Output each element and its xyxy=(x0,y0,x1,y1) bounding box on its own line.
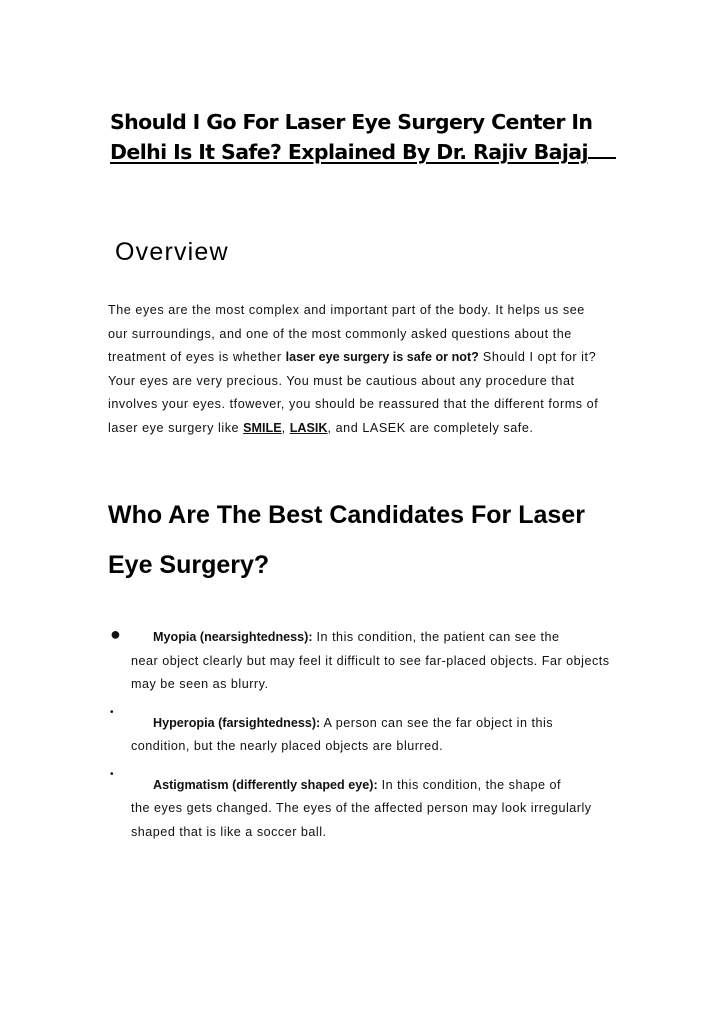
overview-heading: Overview xyxy=(115,238,229,266)
bullet-icon: • xyxy=(110,706,115,718)
list-item-term: Hyperopia (farsightedness): xyxy=(153,715,321,730)
overview-text-2: Should I opt for it? Your eyes are very precious. You must be cautious about any procedure that involves your eyes. tfowever, you should be reassured that the different forms of laser eye surgery like xyxy=(108,350,599,435)
list-item-text: In this condition, the shape of xyxy=(377,777,561,792)
lasik-link[interactable]: LASIK xyxy=(289,420,328,435)
list-item xyxy=(108,765,628,845)
list-item xyxy=(108,703,628,759)
candidates-heading: Who Are The Best Candidates For Laser Eye Surgery? xyxy=(108,501,585,579)
list-item-continuation: condition, but the nearly placed objects are blurred. xyxy=(131,739,444,753)
list-item xyxy=(108,626,628,697)
list-item-term: Astigmatism (differently shaped eye): xyxy=(153,777,378,792)
conditions-list xyxy=(108,626,628,844)
bullet-icon: • xyxy=(110,768,115,780)
overview-text-3: , and LASEK are completely safe. xyxy=(327,420,534,435)
link-separator: , xyxy=(281,420,290,435)
overview-text-1: The eyes are the most complex and important part of the body. It helps us see our surroundings, and one of the most commonly asked questions about the treatment of eyes is whether xyxy=(108,303,585,364)
overview-paragraph xyxy=(108,299,608,440)
smile-link[interactable]: SMILE xyxy=(243,420,282,435)
list-item-text: In this condition, the patient can see the xyxy=(312,630,560,644)
list-item-continuation: near object clearly but may feel it difficult to see far-placed objects. Far objects may be seen as blurry. xyxy=(131,653,610,691)
title-line-1: Should I Go For Laser Eye Surgery Center In xyxy=(110,110,593,134)
list-item-continuation: the eyes gets changed. The eyes of the affected person may look irregularly shaped that is like a soccer ball. xyxy=(131,801,592,839)
title-underline-trail xyxy=(588,137,616,159)
title-line-2: Delhi Is It Safe? Explained By Dr. Rajiv Bajaj xyxy=(110,140,588,164)
list-item-term: Myopia (nearsightedness): xyxy=(153,630,313,644)
overview-bold-question: laser eye surgery is safe or not? xyxy=(285,350,479,364)
bullet-icon: ● xyxy=(110,624,122,644)
document-title xyxy=(110,108,630,167)
list-item-text: A person can see the far object in this xyxy=(320,715,554,730)
